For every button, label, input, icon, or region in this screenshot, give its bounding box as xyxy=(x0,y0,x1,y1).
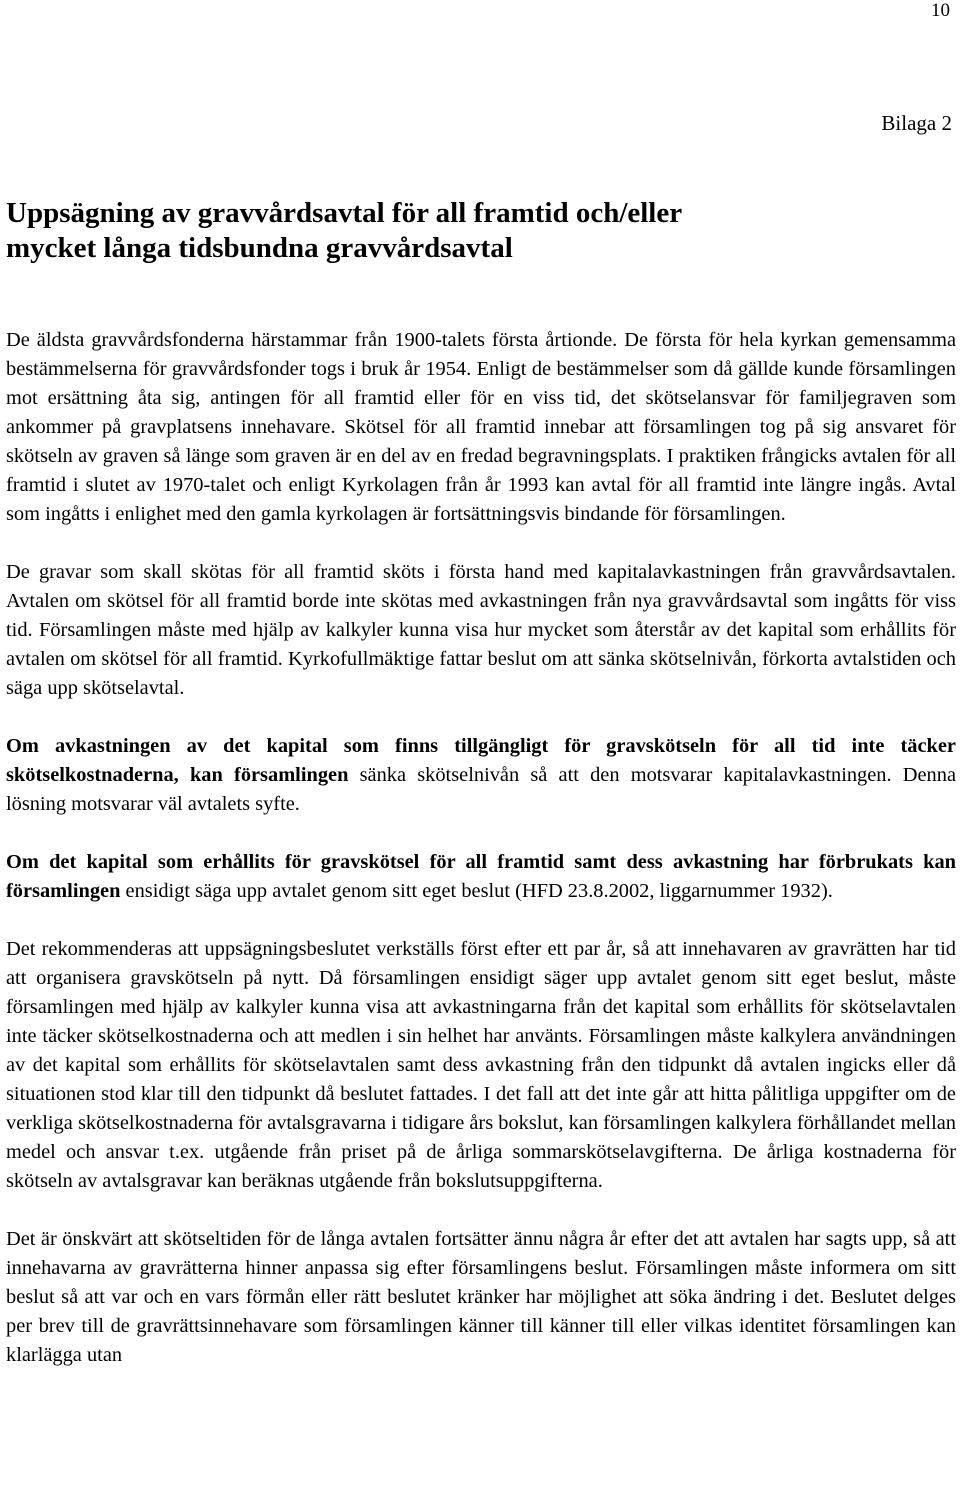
document-title-line-1: Uppsägning av gravvårdsavtal för all framtid och/eller xyxy=(6,197,683,229)
paragraph-notification xyxy=(6,1225,956,1370)
appendix-label: Bilaga 2 xyxy=(881,111,952,135)
paragraph-text: sänka skötselnivån så att den motsvarar kapitalavkastningen. Denna lösning motsvarar väl avtalets syfte. xyxy=(6,764,956,815)
paragraph-recommendation xyxy=(6,935,956,1196)
paragraph-bold-lead: Om avkastningen av det kapital som finns tillgängligt för gravskötseln för all tid inte täcker skötselkostnaderna, kan församlingen xyxy=(6,735,956,786)
paragraph-terminate-agreement xyxy=(6,848,956,906)
paragraph-text: De äldsta gravvårdsfonderna härstammar från 1900-talets första årtionde. De första för hela kyrkan gemensamma bestämmelserna för gravvårdsfonder togs i bruk år 1954. Enligt de bestämmelser som då gällde kunde församlingen mot ersättning åta sig, antingen för all framtid eller för en viss tid, det skötselansvar för familjegraven som ankommer på gravplatsens innehavare. Skötsel för all framtid innebar att församlingen tog på sig ansvaret för skötseln av graven så länge som graven är en del av en fredad begravningsplats. I praktiken frångicks avtalen för all framtid i slutet av 1970-talet och enligt Kyrkolagen från år 1993 kan avtal för all framtid inte längre ingås. Avtal som ingåtts i enlighet med den gamla kyrkolagen är fortsättningsvis bindande för församlingen. xyxy=(6,329,956,525)
paragraph-text: Det är önskvärt att skötseltiden för de långa avtalen fortsätter ännu några år efter det att avtalen har sagts upp, så att innehavarna av gravrätterna hinner anpassa sig efter församlingens beslut. Församlingen måste informera om sitt beslut så att var och en vars förmån eller rätt beslutet kränker har möjlighet att söka ändring i det. Beslutet delges per brev till de gravrättsinnehavare som församlingen känner till känner till eller vilkas identitet församlingen kan klarlägga utan xyxy=(6,1228,956,1366)
paragraph-text: De gravar som skall skötas för all framtid sköts i första hand med kapitalavkastningen från gravvårdsavtalen. Avtalen om skötsel för all framtid borde inte skötas med avkastningen från nya gravvårdsavtal som ingåtts för viss tid. Församlingen måste med hjälp av kalkyler kunna visa hur mycket som återstår av det kapital som erhållits för avtalen om skötsel för all framtid. Kyrkofullmäktige fattar beslut om att sänka skötselnivån, förkorta avtalstiden och säga upp skötselavtal. xyxy=(6,561,956,699)
document-body xyxy=(6,326,956,1399)
document-title-line-2: mycket långa tidsbundna gravvårdsavtal xyxy=(6,232,513,264)
paragraph-text: Det rekommenderas att uppsägningsbeslutet verkställs först efter ett par år, så att innehavaren av gravrätten har tid att organisera gravskötseln på nytt. Då församlingen ensidigt säger upp avtalet genom sitt eget beslut, måste församlingen med hjälp av kalkyler kunna visa att avkastningarna från det kapital som erhållits för skötselavtalen inte täcker skötselkostnaderna och att medlen i sin helhet har använts. Församlingen måste kalkylera användningen av det kapital som erhållits för skötselavtalen samt dess avkastning från den tidpunkt då avtalen ingicks eller då situationen stod klar till den tidpunkt då beslutet fattades. I det fall att det inte går att hitta pålitliga uppgifter om de verkliga skötselkostnaderna för avtalsgravarna i tidigare års bokslut, kan församlingen kalkylera förhållandet mellan medel och ansvar t.ex. utgående från priset på de årliga sommarskötselavgifterna. De årliga kostnaderna för skötseln av avtalsgravar kan beräknas utgående från bokslutsuppgifterna. xyxy=(6,938,956,1192)
page-number: 10 xyxy=(931,0,950,21)
paragraph-history xyxy=(6,326,956,529)
document-title xyxy=(6,196,906,266)
paragraph-text: ensidigt säga upp avtalet genom sitt eget beslut (HFD 23.8.2002, liggarnummer 1932). xyxy=(120,880,833,902)
paragraph-funding xyxy=(6,558,956,703)
paragraph-lower-care-level xyxy=(6,732,956,819)
paragraph-bold-lead: Om det kapital som erhållits för gravskötsel för all framtid samt dess avkastning har förbrukats kan församlingen xyxy=(6,851,956,902)
